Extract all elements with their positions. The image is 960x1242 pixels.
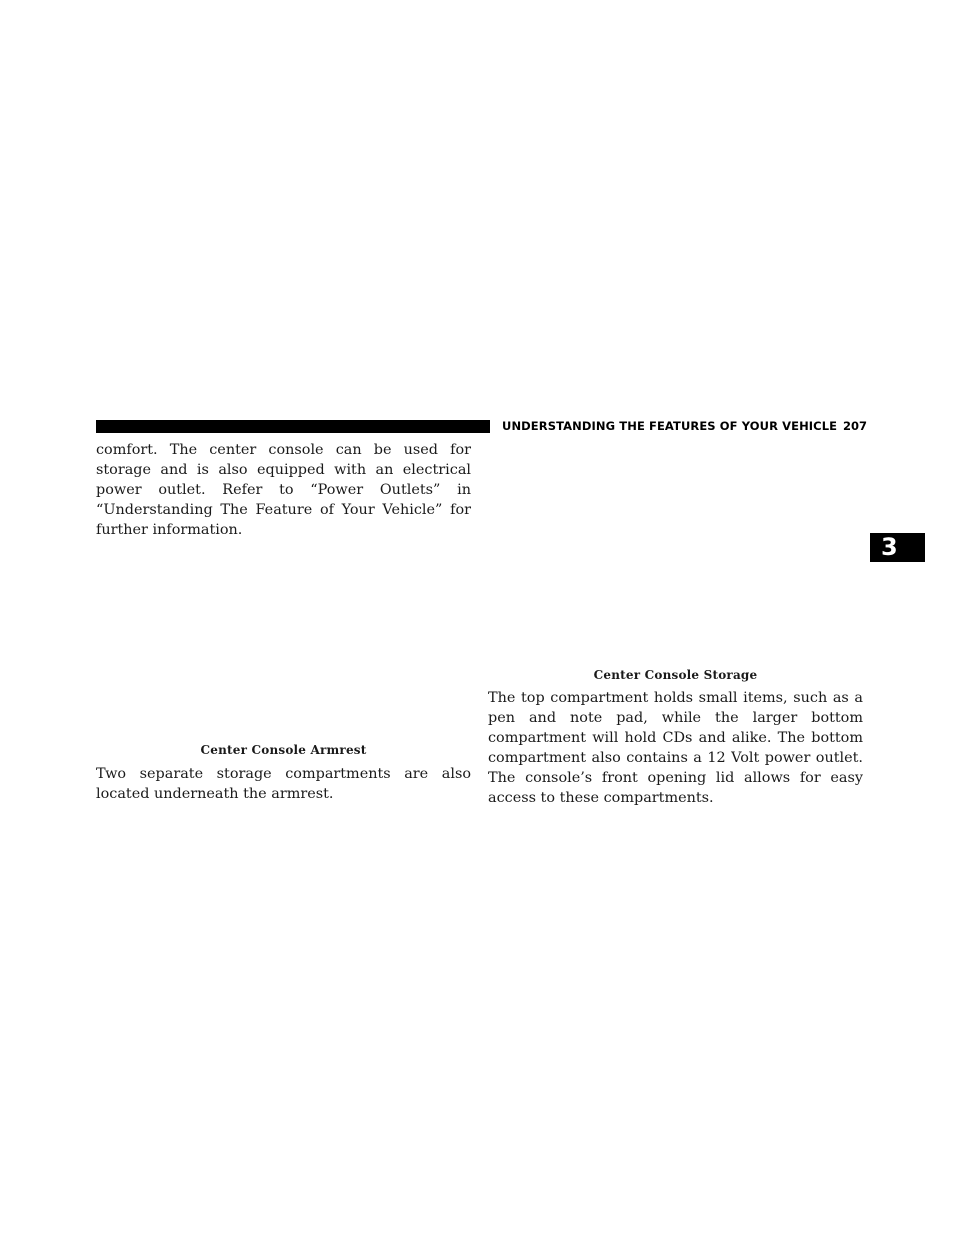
figure-caption-storage: Center Console Storage [593,668,758,682]
chapter-tab: 3 [870,533,925,562]
header-rule [96,420,490,433]
left-closing-paragraph: Two separate storage compartments are also located underneath the armrest. [96,766,471,802]
left-intro-paragraph: comfort. The center console can be used for storage and is also equipped with an electrical power outlet. Refer to “Power Outlets” in “Understanding The Feature of Your Vehicle” for further information. [96,442,471,538]
page-number: 207 [843,419,868,433]
figure-caption-armrest: Center Console Armrest [200,743,367,757]
running-header-title: UNDERSTANDING THE FEATURES OF YOUR VEHICLE [502,419,838,433]
right-paragraph: The top compartment holds small items, such as a pen and note pad, while the larger bottom compartment will hold CDs and alike. The bottom compartment also contains a 12 Volt power outlet. The console’s front opening lid allows for easy access to these compartments. [488,690,863,806]
